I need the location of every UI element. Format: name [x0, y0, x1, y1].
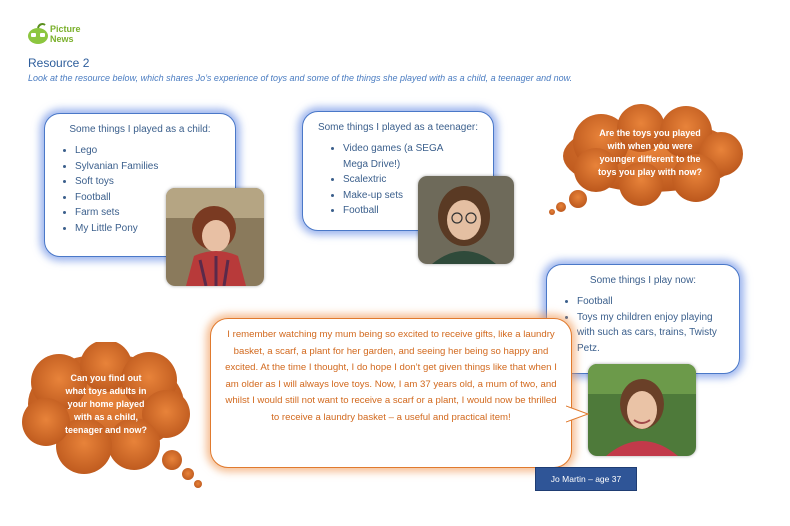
quote-tail — [566, 404, 590, 424]
child-photo — [166, 188, 264, 286]
list-item: • Sylvanian Families — [75, 159, 235, 175]
question-line: your home played — [67, 399, 145, 409]
question-top-text — [582, 127, 718, 179]
question-line: what toys adults in — [65, 386, 147, 396]
question-line: with as a child, — [73, 412, 138, 422]
intro-text: Look at the resource below, which shares Jo’s experience of toys and some of the things she played with as a child, a teenager and now. — [28, 73, 573, 83]
adult-photo — [588, 364, 696, 456]
teen-toys-heading: Some things I played as a teenager: — [317, 122, 479, 133]
logo-line2: News — [50, 34, 74, 44]
quote-text: I remember watching my mum being so excited to receive gifts, like a laundry basket, a scarf, a plant for her garden, and seeing her being so happy and excited. At the time I thought, I do hope I don’t get given things like that when I am older as I will always love toys. Now, I am 37 years old, a mum of two, and whilst I would still not want to receive a scarf or a plant, I would now be thrilled to receive a laundry basket – a useful and practical item! — [225, 329, 557, 423]
question-line: with when you were — [607, 141, 693, 151]
list-item: • Toys my children enjoy playing with such as cars, trains, Twisty Petz. — [577, 310, 727, 357]
list-item: • Football — [75, 190, 235, 206]
question-line: toys you play with now? — [597, 167, 702, 177]
question-line: Can you find out — [70, 373, 142, 383]
logo-text — [50, 24, 81, 44]
picture-news-logo-icon — [26, 22, 50, 46]
list-item: • Soft toys — [75, 174, 235, 190]
question-line: teenager and now? — [64, 425, 147, 435]
now-toys-heading: Some things I play now: — [589, 275, 697, 286]
teen-photo — [418, 176, 514, 264]
list-item: • My Little Pony — [75, 221, 235, 237]
list-item: • Football — [577, 294, 727, 310]
question-left-text — [44, 372, 168, 437]
list-item: • Make-up sets — [343, 188, 463, 204]
question-line: younger different to the — [599, 154, 701, 164]
question-line: Are the toys you played — [599, 128, 701, 138]
list-item: • Scalextric — [343, 172, 463, 188]
resource-title: Resource 2 — [28, 56, 90, 70]
list-item: • Lego — [75, 143, 235, 159]
name-caption: Jo Martin – age 37 — [535, 467, 637, 491]
now-toys-box — [546, 264, 740, 374]
now-toys-list — [547, 294, 739, 356]
list-item: • Farm sets — [75, 205, 235, 221]
quote-box — [210, 318, 572, 468]
list-item: • Football — [343, 203, 463, 219]
logo-line1: Picture — [50, 24, 81, 34]
list-item: • Video games (a SEGA Mega Drive!) — [343, 141, 463, 172]
child-toys-heading: Some things I played as a child: — [69, 124, 211, 135]
